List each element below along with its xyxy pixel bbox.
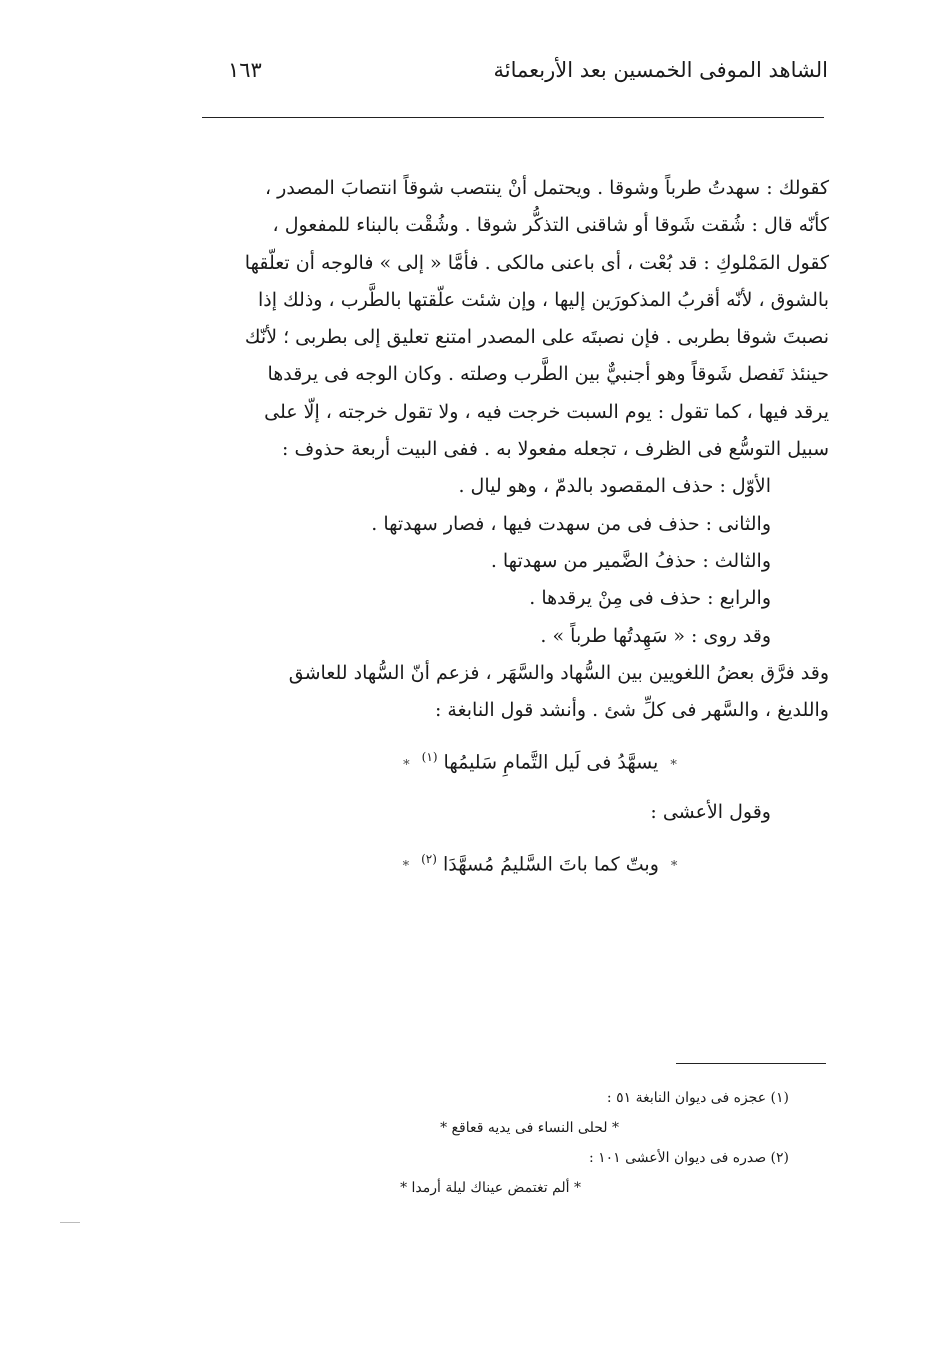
text-line: سبيل التوسُّع فى الظرف ، تجعله مفعولا به . ففى البيت أربعة حذوف : bbox=[282, 438, 829, 461]
footnote-2: (٢) صدره فى ديوان الأعشى ١٠١ : bbox=[588, 1150, 789, 1166]
text-line: يرقد فيها ، كما تقول : يوم السبت خرجت فيه ، ولا تقول خرجته ، إلّا على bbox=[264, 400, 829, 423]
list-item: والرابع : حذف فى مِنْ يرقدها . bbox=[529, 587, 771, 610]
list-item: الأوّل : حذف المقصود بالدمّ ، وهو ليال . bbox=[458, 475, 771, 498]
footnote-ref: (٢) bbox=[421, 852, 437, 867]
text-line: نصبتَ شوقا بطربى . فإن نصبتَه على المصدر امتنع تعليق إلى بطربى ؛ لأنّك bbox=[244, 326, 829, 349]
quote-star: * bbox=[400, 1180, 408, 1196]
text-line: وقد فرَّق بعضُ اللغويين بين السُّهاد والسَّهَر ، فزعم أنّ السُّهاد للعاشق bbox=[288, 661, 829, 684]
quote-text: لحلى النساء فى يديه قعاقع bbox=[451, 1120, 608, 1136]
footnote-1: (١) عجزه فى ديوان النابغة ٥١ : bbox=[606, 1090, 789, 1106]
footnotes bbox=[289, 1083, 789, 1203]
verse-line-1 bbox=[251, 729, 829, 793]
verse-star: * bbox=[403, 757, 410, 773]
list-item: والثالث : حذفُ الضَّمير من سهدتها . bbox=[490, 549, 771, 572]
text-line: وقول الأعشى : bbox=[650, 800, 771, 823]
verse-text: وبتّ كما باتَ السَّليمُ مُسهَّدَا bbox=[442, 853, 659, 876]
list-item: والثانى : حذف فى من سهدت فيها ، فصار سهدتها . bbox=[371, 512, 771, 535]
quote-text: ألم تغتمض عيناك ليلة أرمدا bbox=[411, 1180, 570, 1196]
verse-line-2 bbox=[251, 831, 829, 895]
text-line: كقول المَمْلوكِ : قد بُعْت ، أى باعنى مالكى . فأمَّا « إلى » فالوجه أن تعلّقها bbox=[244, 251, 829, 274]
footnote-ref: (١) bbox=[421, 750, 438, 765]
text-line: حينئذ تَفصل شَوقاً وهو أجنبيٌّ بين الطَّرب وصلته . وكان الوجه فى يرقدها bbox=[267, 363, 829, 386]
text-line: واللديغ ، والسَّهر فى كلِّ شئ . وأنشد قول النابغة : bbox=[434, 699, 829, 722]
deletions-list bbox=[191, 468, 771, 654]
quote-star: * bbox=[574, 1180, 581, 1196]
text-line: كأنّه قال : شُقت شَوقا أو شاقنى التذكُّر شوقا . وشُقْت بالبناء للمفعول ، bbox=[272, 214, 829, 237]
footnote-1-quote bbox=[289, 1113, 619, 1143]
page-number: ١٦٣ bbox=[228, 58, 262, 82]
list-item: وقد روى : « سَهِدتُها طرباً » . bbox=[540, 624, 771, 647]
text-line: كقولك : سهدتُ طرباً وشوقا . ويحتمل أنْ ينتصب شوقاً انتصابَ المصدر ، bbox=[264, 177, 829, 199]
verse-star: * bbox=[402, 859, 410, 875]
running-header bbox=[200, 58, 828, 98]
verse-star: * bbox=[670, 859, 678, 875]
quote-star: * bbox=[612, 1120, 619, 1136]
header-title: الشاهد الموفى الخمسين بعد الأربعمائة bbox=[493, 58, 828, 82]
footnote-2-quote bbox=[289, 1173, 581, 1203]
header-divider bbox=[202, 117, 824, 118]
margin-mark bbox=[60, 1222, 80, 1223]
text-line: بالشوق ، لأنّه أقربُ المذكورَين إليها ، وإن شئت علّقتها بالطَّرب ، وذلك إذا bbox=[257, 288, 829, 311]
footnote-divider bbox=[676, 1063, 826, 1064]
verse-star: * bbox=[670, 757, 677, 773]
main-text bbox=[191, 170, 829, 895]
quote-star: * bbox=[440, 1120, 448, 1136]
verse-text: يسهَّدُ فى لَيل التَّمامِ سَليمُها bbox=[443, 751, 659, 774]
